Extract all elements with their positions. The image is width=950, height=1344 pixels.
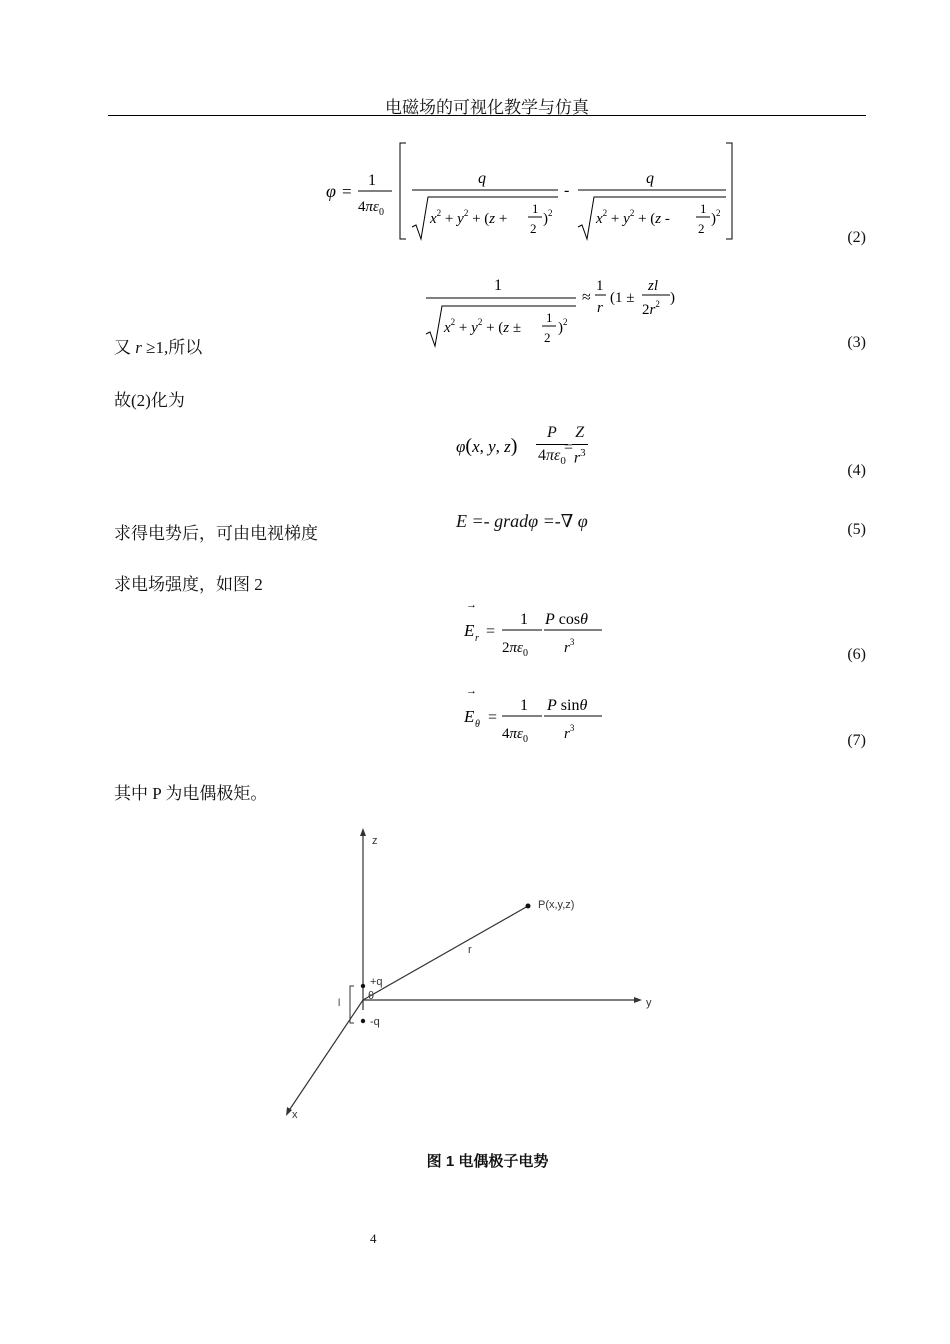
point-p-label: P(x,y,z) <box>538 899 575 911</box>
svg-text:2πε0: $2\pi\varepsilon_0$ <box>502 640 528 659</box>
svg-text:1: 1 <box>546 310 553 325</box>
svg-text:4πε0: $4\pi\varepsilon_0$ <box>358 199 384 218</box>
paragraph-gradient: 求得电势后，可由电视梯度 <box>114 524 318 543</box>
dipole-figure <box>270 820 690 1130</box>
svg-text:≈: ≈ <box>582 289 591 306</box>
svg-text:=: = <box>564 439 574 456</box>
svg-text:1: 1 <box>700 201 707 216</box>
r-vector <box>363 906 528 1000</box>
svg-text:)2: )$^2$ <box>543 208 553 227</box>
svg-text:)2: )$^2$ <box>711 208 721 227</box>
equation-3 <box>420 270 690 354</box>
svg-text:=: = <box>342 182 352 201</box>
paragraph-where: 其中 P 为电偶极矩。 <box>114 784 268 803</box>
paragraph-so: 故(2)化为 <box>114 391 185 410</box>
x-axis <box>288 1000 363 1112</box>
svg-text:): ) <box>670 290 675 306</box>
equation-7-number: (7) <box>847 732 866 749</box>
svg-text:1: 1 <box>494 277 502 294</box>
svg-text:2: 2 <box>698 221 705 236</box>
equation-4-number: (4) <box>847 462 866 479</box>
svg-text:1: 1 <box>596 278 604 294</box>
svg-text:r: r <box>475 633 479 644</box>
svg-text:-: - <box>564 182 570 199</box>
svg-text:r: r <box>597 300 603 316</box>
svg-text:2r2: $2r^2$ <box>642 299 660 318</box>
equation-4-rhs: $\frac{P}{4\pi\varepsilon_0}$ $\frac{Z}{r^3}$ <box>538 424 586 468</box>
theta-label: θ <box>368 990 375 1002</box>
svg-text:)2: )$^2$ <box>558 317 568 336</box>
svg-text:x2 + y2 + (z -: $x^2 + y^2 + (z$ - <box>596 208 670 227</box>
svg-text:2: 2 <box>530 221 537 236</box>
svg-text:→: → <box>466 685 477 697</box>
svg-text:zl: zl <box>648 278 659 294</box>
svg-text:P sinθ: P sinθ <box>547 697 588 714</box>
equation-5-number: (5) <box>847 521 866 538</box>
equation-3-number: (3) <box>847 334 866 351</box>
svg-text:q: q <box>646 170 654 187</box>
svg-text:x2 + y2 + (z +: $x^2 + y^2 + (z$ + <box>430 208 508 227</box>
equation-2-number: (2) <box>847 229 866 246</box>
y-axis-arrow <box>634 997 642 1003</box>
r-label: r <box>468 944 472 956</box>
svg-text:r3: $r^3$ <box>564 637 575 656</box>
svg-text:1: 1 <box>532 201 539 216</box>
svg-text:φ(x, y, z): φ(x, y, z) <box>456 435 518 457</box>
svg-text:1: 1 <box>368 172 376 189</box>
svg-text:=: = <box>488 709 498 726</box>
length-label: l <box>338 998 341 1009</box>
header-rule <box>108 115 866 116</box>
equation-6 <box>456 598 616 660</box>
svg-text:θ: θ <box>475 719 480 730</box>
svg-text:2: 2 <box>544 330 551 345</box>
point-p <box>526 904 531 909</box>
equation-7 <box>456 684 616 746</box>
svg-text:q: q <box>478 170 486 187</box>
page-header-title: 电磁场的可视化教学与仿真 <box>385 98 589 117</box>
equation-2 <box>320 135 740 245</box>
y-axis-label: y <box>646 997 652 1009</box>
svg-text:x2 + y2 + (z ±: $x^2 + y^2 + (z$ ± <box>444 317 522 336</box>
svg-text:P cosθ: P cosθ <box>545 611 588 628</box>
svg-text:→: → <box>466 599 477 611</box>
svg-text:E: E <box>464 707 475 726</box>
svg-text:(1 ±: (1 ± <box>610 290 635 306</box>
svg-text:1: 1 <box>520 697 528 714</box>
x-axis-label: x <box>292 1109 298 1121</box>
minus-charge <box>361 1019 365 1023</box>
paragraph-field: 求电场强度，如图 2 <box>114 575 263 594</box>
svg-text:φ: φ <box>326 181 336 201</box>
svg-text:E: E <box>464 621 475 640</box>
equation-3-lead-text: 又 r ≥1,所以 <box>114 338 203 357</box>
equation-6-number: (6) <box>847 646 866 663</box>
svg-text:4πε0: $4\pi\varepsilon_0$ <box>502 726 528 745</box>
svg-text:r3: $r^3$ <box>564 723 575 742</box>
z-axis-arrow <box>360 828 366 836</box>
minus-charge-label: -q <box>370 1016 380 1028</box>
page-number: 4 <box>370 1231 377 1246</box>
figure-caption: 图 1 电偶极子电势 <box>426 1153 549 1170</box>
plus-charge-label: +q <box>370 976 383 988</box>
plus-charge <box>361 984 365 988</box>
svg-text:=: = <box>486 623 496 640</box>
equation-5: E =- gradφ =-∇ φ <box>456 511 588 531</box>
z-axis-label: z <box>372 835 378 847</box>
svg-text:1: 1 <box>520 611 528 628</box>
